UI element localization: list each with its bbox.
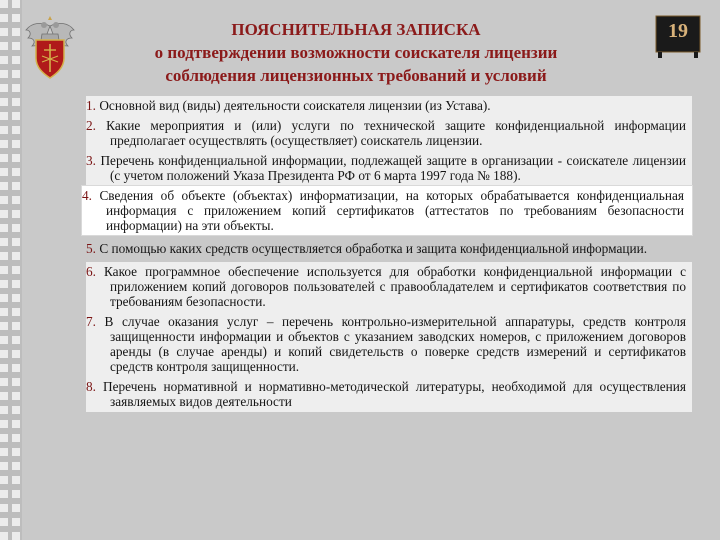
left-stripe-pattern: [0, 0, 20, 540]
list-item-highlighted: 4. Сведения об объекте (объектах) информатизации, на которых обрабатывается конфиденциальная информация с приложением копий сертификатов (аттестатов по требованиям безопасности информации) на эти объекты.: [82, 186, 692, 235]
list-item: 1. Основной вид (виды) деятельности соискателя лицензии (из Устава).: [86, 96, 692, 116]
list-item: 3. Перечень конфиденциальной информации, подлежащей защите в организации - соискателе лицензии (с учетом положений Указа Президента РФ от 6 марта 1997 года № 188).: [86, 151, 692, 186]
title-line-2: о подтверждении возможности соискателя лицензии: [154, 43, 558, 62]
page-number-badge: [652, 14, 704, 58]
coat-of-arms-icon: [22, 16, 78, 80]
page-number: 19: [668, 20, 688, 42]
title-line-1: ПОЯСНИТЕЛЬНАЯ ЗАПИСКА: [231, 20, 481, 39]
list-item: 2. Какие мероприятия и (или) услуги по технической защите конфиденциальной информации предполагает осуществлять (осуществляет) соискатель лицензии.: [86, 116, 692, 151]
title-line-3: соблюдения лицензионных требований и условий: [165, 66, 547, 85]
explanatory-list: [82, 96, 692, 412]
list-item: 7. В случае оказания услуг – перечень контрольно-измерительной аппаратуры, средств контроля защищенности информации и объектов с указанием заводских номеров, с приложением договоров аренды (в случае аренды) и копий свидетельств о поверке средств измерений и сертификатов средств контроля защищенности.: [86, 312, 692, 377]
list-item: 8. Перечень нормативной и нормативно-методической литературы, необходимой для осуществления заявляемых видов деятельности: [86, 377, 692, 412]
list-item: 5. С помощью каких средств осуществляется обработка и защита конфиденциальной информации.: [86, 241, 648, 256]
list-item: 6. Какое программное обеспечение используется для обработки конфиденциальной информации с приложением копий договоров пользователей с правообладателем и сертификатов соответствия по требованиям безопасности.: [86, 262, 692, 312]
page-title: [96, 18, 616, 87]
